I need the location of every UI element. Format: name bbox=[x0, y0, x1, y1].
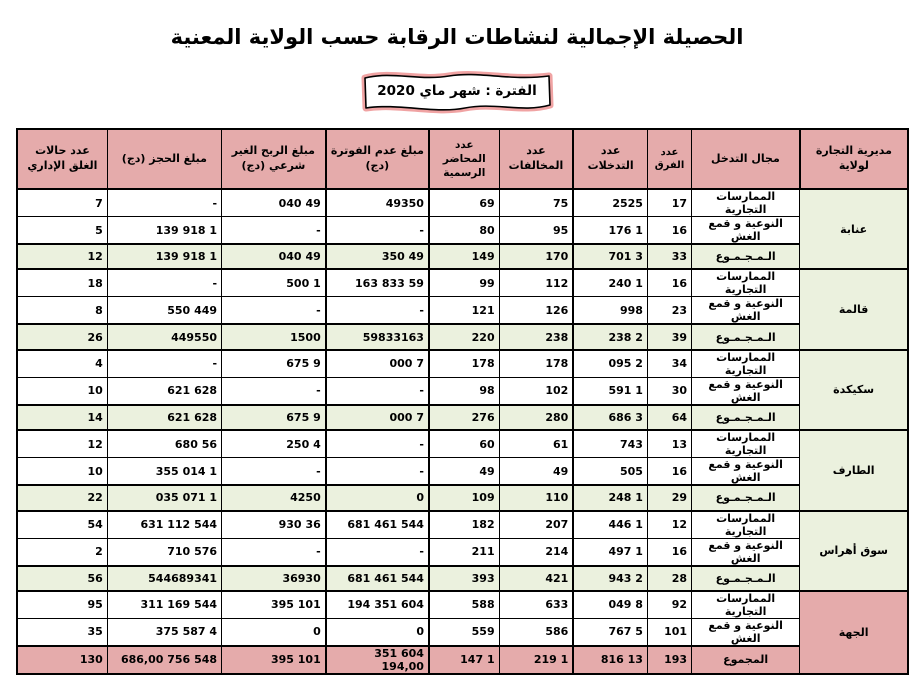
cell-teams: 29 bbox=[647, 485, 691, 510]
cell-interv: 1 240 bbox=[573, 269, 647, 297]
cell-domain: الممارسات التجارية bbox=[692, 511, 800, 539]
cell-viol: 49 bbox=[499, 458, 573, 486]
table-row bbox=[17, 566, 908, 591]
cell-interv: 743 bbox=[573, 430, 647, 458]
cell-reports: 98 bbox=[429, 377, 499, 405]
cell-domain: الممارسات التجارية bbox=[692, 591, 800, 619]
col-header-noinvoice: مبلغ عدم الفوترة (دج) bbox=[326, 129, 429, 189]
cell-interv: 1 591 bbox=[573, 377, 647, 405]
cell-viol: 112 bbox=[499, 269, 573, 297]
cell-teams: 16 bbox=[647, 217, 691, 245]
cell-teams: 28 bbox=[647, 566, 691, 591]
cell-seizure: 449 550 bbox=[107, 297, 221, 325]
cell-seizure: 56 680 bbox=[107, 430, 221, 458]
cell-viol: 126 bbox=[499, 297, 573, 325]
cell-closures: 10 bbox=[17, 377, 107, 405]
cell-profit: - bbox=[222, 217, 326, 245]
cell-noinv: 544 461 681 bbox=[326, 566, 429, 591]
cell-domain: النوعية و قمع الغش bbox=[692, 538, 800, 566]
cell-domain: الممارسات التجارية bbox=[692, 269, 800, 297]
wilaya-cell: عنابة bbox=[800, 189, 908, 269]
cell-seizure: 449550 bbox=[107, 324, 221, 349]
cell-reports: 69 bbox=[429, 189, 499, 217]
wilaya-cell: الجهة bbox=[800, 591, 908, 674]
cell-closures: 12 bbox=[17, 244, 107, 269]
cell-viol: 61 bbox=[499, 430, 573, 458]
period-label: الفترة : شهر ماي 2020 bbox=[377, 83, 537, 99]
cell-viol: 586 bbox=[499, 618, 573, 646]
cell-teams: 16 bbox=[647, 269, 691, 297]
cell-closures: 10 bbox=[17, 458, 107, 486]
cell-viol: 75 bbox=[499, 189, 573, 217]
col-header-seizure: مبلغ الحجز (دج) bbox=[107, 129, 221, 189]
table-row bbox=[17, 324, 908, 349]
cell-viol: 238 bbox=[499, 324, 573, 349]
cell-reports: 80 bbox=[429, 217, 499, 245]
cell-teams: 23 bbox=[647, 297, 691, 325]
cell-profit: 9 675 bbox=[222, 350, 326, 378]
cell-closures: 2 bbox=[17, 538, 107, 566]
cell-seizure: 4 587 375 bbox=[107, 618, 221, 646]
cell-interv: 5 767 bbox=[573, 618, 647, 646]
table-row bbox=[17, 377, 908, 405]
cell-closures: 54 bbox=[17, 511, 107, 539]
cell-reports: 588 bbox=[429, 591, 499, 619]
cell-interv: 2 943 bbox=[573, 566, 647, 591]
cell-viol: 110 bbox=[499, 485, 573, 510]
cell-seizure: 1 014 355 bbox=[107, 458, 221, 486]
cell-profit: - bbox=[222, 377, 326, 405]
cell-interv: 1 248 bbox=[573, 485, 647, 510]
cell-viol: 170 bbox=[499, 244, 573, 269]
cell-closures: 8 bbox=[17, 297, 107, 325]
cell-noinv: - bbox=[326, 458, 429, 486]
cell-interv: 505 bbox=[573, 458, 647, 486]
cell-domain: النوعية و قمع الغش bbox=[692, 217, 800, 245]
table-row bbox=[17, 430, 908, 458]
cell-teams: 34 bbox=[647, 350, 691, 378]
cell-domain: الـمـجـمـوع bbox=[692, 244, 800, 269]
cell-profit: - bbox=[222, 538, 326, 566]
cell-noinv: 544 461 681 bbox=[326, 511, 429, 539]
cell-domain: الممارسات التجارية bbox=[692, 430, 800, 458]
cell-profit: 9 675 bbox=[222, 405, 326, 430]
cell-closures: 14 bbox=[17, 405, 107, 430]
cell-seizure: - bbox=[107, 189, 221, 217]
cell-reports: 178 bbox=[429, 350, 499, 378]
cell-noinv: 7 000 bbox=[326, 350, 429, 378]
col-header-wilaya: مديرية التجارة لولاية bbox=[800, 129, 908, 189]
cell-closures: 130 bbox=[17, 646, 107, 674]
cell-seizure: 628 621 bbox=[107, 405, 221, 430]
cell-viol: 207 bbox=[499, 511, 573, 539]
table-row bbox=[17, 538, 908, 566]
col-header-domain: مجال التدخل bbox=[692, 129, 800, 189]
results-table bbox=[16, 128, 909, 675]
cell-viol: 178 bbox=[499, 350, 573, 378]
cell-profit: 1500 bbox=[222, 324, 326, 349]
table-row bbox=[17, 485, 908, 510]
cell-domain: الـمـجـمـوع bbox=[692, 485, 800, 510]
cell-noinv: 7 000 bbox=[326, 405, 429, 430]
cell-closures: 7 bbox=[17, 189, 107, 217]
col-header-teams: عدد الفرق bbox=[647, 129, 691, 189]
cell-noinv: - bbox=[326, 217, 429, 245]
cell-teams: 39 bbox=[647, 324, 691, 349]
table-row bbox=[17, 269, 908, 297]
cell-seizure: 576 710 bbox=[107, 538, 221, 566]
cell-seizure: 628 621 bbox=[107, 377, 221, 405]
cell-noinv: 0 bbox=[326, 618, 429, 646]
cell-interv: 13 816 bbox=[573, 646, 647, 674]
cell-viol: 95 bbox=[499, 217, 573, 245]
page-title: الحصيلة الإجمالية لنشاطات الرقابة حسب الولاية المعنية bbox=[170, 24, 744, 49]
cell-domain: النوعية و قمع الغش bbox=[692, 618, 800, 646]
cell-profit: 49 040 bbox=[222, 244, 326, 269]
col-header-reports: عدد المحاضر الرسمية bbox=[429, 129, 499, 189]
cell-closures: 95 bbox=[17, 591, 107, 619]
cell-seizure: 544 169 311 bbox=[107, 591, 221, 619]
cell-noinv: 59 833 163 bbox=[326, 269, 429, 297]
cell-viol: 633 bbox=[499, 591, 573, 619]
table-row bbox=[17, 646, 908, 674]
cell-closures: 18 bbox=[17, 269, 107, 297]
cell-reports: 393 bbox=[429, 566, 499, 591]
cell-teams: 101 bbox=[647, 618, 691, 646]
cell-noinv: 604 351 194 bbox=[326, 591, 429, 619]
cell-closures: 4 bbox=[17, 350, 107, 378]
cell-domain: النوعية و قمع الغش bbox=[692, 377, 800, 405]
cell-profit: 1 500 bbox=[222, 269, 326, 297]
cell-noinv: - bbox=[326, 430, 429, 458]
cell-interv: 8 049 bbox=[573, 591, 647, 619]
cell-reports: 99 bbox=[429, 269, 499, 297]
col-header-illegal-profit: مبلغ الربح الغير شرعي (دج) bbox=[222, 129, 326, 189]
cell-interv: 2525 bbox=[573, 189, 647, 217]
cell-seizure: 548 756 686,00 bbox=[107, 646, 221, 674]
cell-teams: 17 bbox=[647, 189, 691, 217]
cell-seizure: 1 918 139 bbox=[107, 244, 221, 269]
cell-closures: 12 bbox=[17, 430, 107, 458]
cell-profit: 101 395 bbox=[222, 591, 326, 619]
cell-seizure: - bbox=[107, 350, 221, 378]
cell-reports: 182 bbox=[429, 511, 499, 539]
cell-closures: 22 bbox=[17, 485, 107, 510]
cell-interv: 3 701 bbox=[573, 244, 647, 269]
table-row bbox=[17, 244, 908, 269]
cell-domain: الـمـجـمـوع bbox=[692, 405, 800, 430]
cell-seizure: 1 918 139 bbox=[107, 217, 221, 245]
table-row bbox=[17, 591, 908, 619]
cell-profit: 36 930 bbox=[222, 511, 326, 539]
cell-noinv: 0 bbox=[326, 485, 429, 510]
cell-domain: الممارسات التجارية bbox=[692, 350, 800, 378]
cell-noinv: - bbox=[326, 377, 429, 405]
cell-closures: 56 bbox=[17, 566, 107, 591]
cell-reports: 49 bbox=[429, 458, 499, 486]
table-row bbox=[17, 350, 908, 378]
wilaya-cell: قالمة bbox=[800, 269, 908, 349]
cell-interv: 1 176 bbox=[573, 217, 647, 245]
cell-viol: 102 bbox=[499, 377, 573, 405]
cell-interv: 1 497 bbox=[573, 538, 647, 566]
cell-profit: 36930 bbox=[222, 566, 326, 591]
cell-interv: 1 446 bbox=[573, 511, 647, 539]
cell-teams: 12 bbox=[647, 511, 691, 539]
cell-reports: 1 147 bbox=[429, 646, 499, 674]
cell-profit: - bbox=[222, 297, 326, 325]
cell-noinv: - bbox=[326, 538, 429, 566]
cell-teams: 30 bbox=[647, 377, 691, 405]
cell-reports: 109 bbox=[429, 485, 499, 510]
cell-teams: 16 bbox=[647, 538, 691, 566]
table-row bbox=[17, 458, 908, 486]
cell-viol: 214 bbox=[499, 538, 573, 566]
cell-reports: 149 bbox=[429, 244, 499, 269]
cell-closures: 5 bbox=[17, 217, 107, 245]
cell-viol: 280 bbox=[499, 405, 573, 430]
header-row bbox=[17, 129, 908, 189]
cell-interv: 2 238 bbox=[573, 324, 647, 349]
cell-closures: 26 bbox=[17, 324, 107, 349]
table-row bbox=[17, 405, 908, 430]
cell-reports: 121 bbox=[429, 297, 499, 325]
cell-teams: 13 bbox=[647, 430, 691, 458]
cell-noinv: 604 351 194,00 bbox=[326, 646, 429, 674]
cell-interv: 2 095 bbox=[573, 350, 647, 378]
cell-noinv: - bbox=[326, 297, 429, 325]
wilaya-cell: سكيكدة bbox=[800, 350, 908, 430]
results-table-body bbox=[17, 189, 908, 674]
period-box bbox=[357, 68, 557, 118]
col-header-violations: عدد المخالفات bbox=[499, 129, 573, 189]
cell-teams: 64 bbox=[647, 405, 691, 430]
cell-reports: 211 bbox=[429, 538, 499, 566]
wilaya-cell: سوق أهراس bbox=[800, 511, 908, 591]
cell-profit: - bbox=[222, 458, 326, 486]
cell-reports: 559 bbox=[429, 618, 499, 646]
cell-teams: 92 bbox=[647, 591, 691, 619]
cell-noinv: 59833163 bbox=[326, 324, 429, 349]
cell-teams: 33 bbox=[647, 244, 691, 269]
cell-seizure: - bbox=[107, 269, 221, 297]
table-row bbox=[17, 297, 908, 325]
cell-seizure: 544 112 631 bbox=[107, 511, 221, 539]
cell-seizure: 544689341 bbox=[107, 566, 221, 591]
cell-domain: النوعية و قمع الغش bbox=[692, 458, 800, 486]
cell-noinv: 49350 bbox=[326, 189, 429, 217]
cell-domain: المجموع bbox=[692, 646, 800, 674]
cell-seizure: 1 071 035 bbox=[107, 485, 221, 510]
cell-teams: 193 bbox=[647, 646, 691, 674]
col-header-closures: عدد حالات الغلق الإداري bbox=[17, 129, 107, 189]
col-header-interventions: عدد التدخلات bbox=[573, 129, 647, 189]
cell-domain: النوعية و قمع الغش bbox=[692, 297, 800, 325]
cell-domain: الـمـجـمـوع bbox=[692, 566, 800, 591]
cell-profit: 4250 bbox=[222, 485, 326, 510]
cell-profit: 49 040 bbox=[222, 189, 326, 217]
wilaya-cell: الطارف bbox=[800, 430, 908, 510]
cell-domain: الممارسات التجارية bbox=[692, 189, 800, 217]
cell-interv: 3 686 bbox=[573, 405, 647, 430]
cell-viol: 1 219 bbox=[499, 646, 573, 674]
table-row bbox=[17, 189, 908, 217]
cell-viol: 421 bbox=[499, 566, 573, 591]
table-row bbox=[17, 511, 908, 539]
table-row bbox=[17, 618, 908, 646]
table-row bbox=[17, 217, 908, 245]
cell-domain: الـمـجـمـوع bbox=[692, 324, 800, 349]
cell-interv: 998 bbox=[573, 297, 647, 325]
cell-reports: 220 bbox=[429, 324, 499, 349]
cell-closures: 35 bbox=[17, 618, 107, 646]
cell-profit: 101 395 bbox=[222, 646, 326, 674]
cell-reports: 276 bbox=[429, 405, 499, 430]
cell-noinv: 49 350 bbox=[326, 244, 429, 269]
cell-profit: 0 bbox=[222, 618, 326, 646]
cell-reports: 60 bbox=[429, 430, 499, 458]
cell-profit: 4 250 bbox=[222, 430, 326, 458]
cell-teams: 16 bbox=[647, 458, 691, 486]
